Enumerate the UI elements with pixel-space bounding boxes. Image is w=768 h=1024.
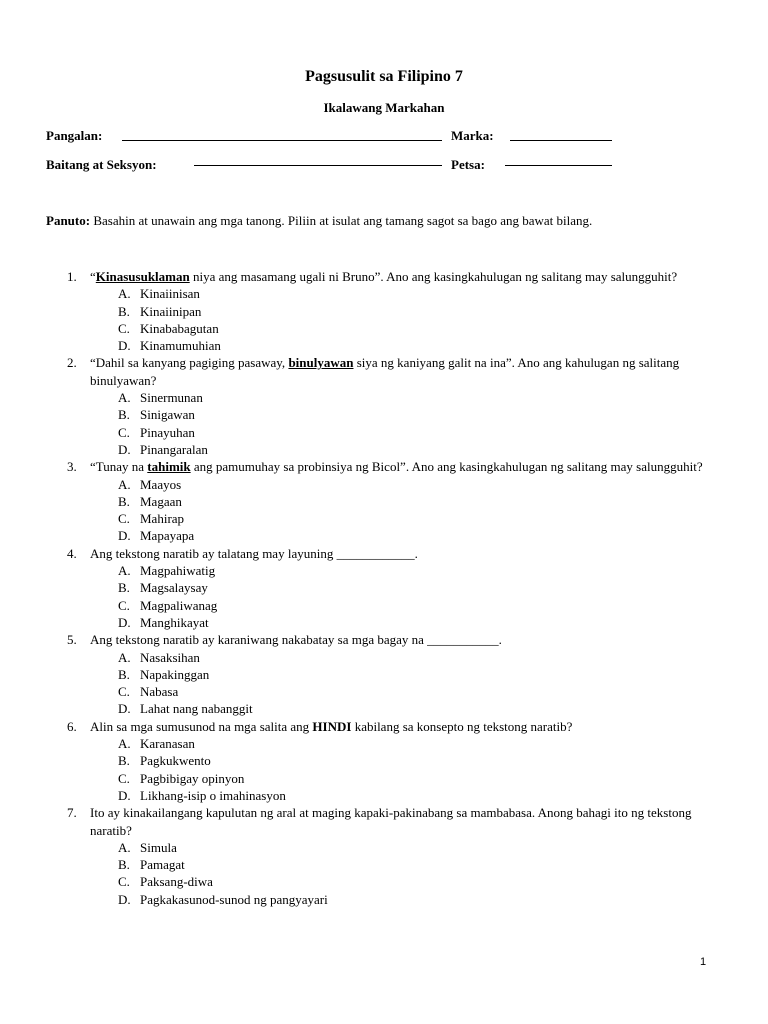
instructions-text: Basahin at unawain ang mga tanong. Piliin at isulat ang tamang sagot sa bago ang bawat bilang. <box>90 213 593 228</box>
score-label: Marka: <box>451 128 494 143</box>
choice-letter: A. <box>118 476 131 492</box>
choice-text: Kinababagutan <box>140 320 219 336</box>
choice-text: Kinaiinisan <box>140 286 200 302</box>
question-text-post: siya ng kaniyang galit na ina”. Ano ang kahulugan ng salitang binulyawan? <box>90 355 680 388</box>
question-text <box>90 718 726 735</box>
choice-text: Paksang-diwa <box>140 874 213 890</box>
choice-letter: B. <box>118 753 130 769</box>
question-text <box>90 804 726 839</box>
choice-text: Manghikayat <box>140 614 209 630</box>
choice-item <box>118 337 726 354</box>
choice-letter: C. <box>118 770 130 786</box>
choice-item <box>118 510 726 527</box>
grade-section-label: Baitang at Seksyon: <box>46 157 157 172</box>
choice-letter: A. <box>118 563 131 579</box>
choice-list <box>90 389 726 458</box>
choice-item <box>118 476 726 493</box>
choice-text: Pagkukwento <box>140 753 211 769</box>
choice-item <box>118 303 726 320</box>
question-text-pre: Ang tekstong naratib ay karaniwang nakabatay sa mga bagay na ___________. <box>90 632 502 648</box>
choice-list <box>90 285 726 354</box>
date-line <box>505 165 612 166</box>
choice-item <box>118 493 726 510</box>
choice-item <box>118 700 726 717</box>
choice-text: Mahirap <box>140 511 185 527</box>
choice-text: Mapayapa <box>140 528 195 544</box>
question-number: 3. <box>67 459 77 475</box>
choice-text: Nabasa <box>140 684 179 700</box>
instructions-label: Panuto: <box>46 213 91 228</box>
choice-letter: A. <box>118 839 131 855</box>
question-text <box>90 268 726 285</box>
choice-text: Simula <box>140 839 177 855</box>
bold-word: HINDI <box>312 718 352 734</box>
choice-item <box>118 389 726 406</box>
question-number: 5. <box>67 632 77 648</box>
choice-list <box>90 562 726 631</box>
choice-item <box>118 424 726 441</box>
question-number: 2. <box>67 355 77 371</box>
underlined-word: binulyawan <box>288 355 354 371</box>
question-number: 6. <box>67 718 77 734</box>
choice-item <box>118 562 726 579</box>
question-number: 7. <box>67 805 77 821</box>
question-item <box>46 804 726 908</box>
choice-letter: D. <box>118 338 131 354</box>
name-line <box>122 140 442 141</box>
choice-text: Magsalaysay <box>140 580 208 596</box>
name-label: Pangalan: <box>46 128 103 143</box>
question-text <box>90 458 726 475</box>
choice-item <box>118 856 726 873</box>
choice-letter: D. <box>118 441 131 457</box>
choice-letter: A. <box>118 390 131 406</box>
choice-letter: C. <box>118 874 130 890</box>
choice-letter: B. <box>118 857 130 873</box>
question-text-post: kabilang sa konsepto ng tekstong naratib? <box>351 718 573 734</box>
question-text-pre: “Dahil sa kanyang pagiging pasaway, <box>90 355 289 371</box>
choice-letter: A. <box>118 286 131 302</box>
choice-letter: D. <box>118 891 131 907</box>
underlined-word: Kinasusuklaman <box>95 269 190 284</box>
choice-text: Pinayuhan <box>140 424 195 440</box>
choice-text: Pamagat <box>140 857 185 873</box>
question-item <box>46 354 726 458</box>
choice-item <box>118 320 726 337</box>
choice-letter: C. <box>118 684 130 700</box>
question-item <box>46 268 726 354</box>
date-label: Petsa: <box>451 157 485 172</box>
exam-subtitle: Ikalawang Markahan <box>323 100 445 115</box>
choice-text: Magaan <box>140 493 182 509</box>
choice-text: Kinaiinipan <box>140 303 202 319</box>
choice-letter: C. <box>118 597 130 613</box>
choice-text: Magpahiwatig <box>140 563 216 579</box>
choice-item <box>118 752 726 769</box>
choice-letter: B. <box>118 580 130 596</box>
choice-letter: B. <box>118 493 130 509</box>
question-text-pre: Alin sa mga sumusunod na mga salita ang <box>90 718 313 734</box>
choice-text: Nasaksihan <box>140 649 200 665</box>
choice-item <box>118 770 726 787</box>
choice-text: Sinermunan <box>140 390 203 406</box>
choice-text: Pinangaralan <box>140 441 208 457</box>
choice-item <box>118 406 726 423</box>
choice-letter: A. <box>118 736 131 752</box>
choice-text: Magpaliwanag <box>140 597 218 613</box>
score-line <box>510 140 612 141</box>
choice-letter: A. <box>118 649 131 665</box>
choice-text: Karanasan <box>140 736 195 752</box>
question-number: 4. <box>67 545 77 561</box>
choice-letter: B. <box>118 407 130 423</box>
choice-item <box>118 614 726 631</box>
choice-letter: D. <box>118 614 131 630</box>
choice-letter: C. <box>118 424 130 440</box>
choice-item <box>118 666 726 683</box>
choice-text: Lahat nang nabanggit <box>140 701 253 717</box>
choice-text: Sinigawan <box>140 407 195 423</box>
question-item <box>46 631 726 717</box>
question-text <box>90 545 726 562</box>
choice-item <box>118 735 726 752</box>
page-number: 1 <box>700 956 707 968</box>
choice-item <box>118 787 726 804</box>
question-text <box>90 631 726 648</box>
choice-text: Pagbibigay opinyon <box>140 770 245 786</box>
choice-letter: D. <box>118 787 131 803</box>
choice-list <box>90 649 726 718</box>
choice-item <box>118 873 726 890</box>
choice-item <box>118 649 726 666</box>
choice-item <box>118 441 726 458</box>
question-text <box>90 354 726 389</box>
question-item <box>46 458 726 544</box>
underlined-word: tahimik <box>147 459 191 475</box>
choice-item <box>118 597 726 614</box>
choice-list <box>90 839 726 908</box>
choice-letter: B. <box>118 666 130 682</box>
question-item <box>46 718 726 804</box>
choice-text: Pagkakasunod-sunod ng pangyayari <box>140 891 328 907</box>
choice-item <box>118 579 726 596</box>
choice-item <box>118 839 726 856</box>
choice-text: Likhang-isip o imahinasyon <box>140 787 286 803</box>
choice-letter: D. <box>118 528 131 544</box>
choice-letter: B. <box>118 303 130 319</box>
choice-letter: C. <box>118 511 130 527</box>
choice-text: Napakinggan <box>140 666 210 682</box>
choice-item <box>118 683 726 700</box>
grade-section-line <box>194 165 442 166</box>
question-text-pre: “ <box>90 269 96 284</box>
exam-title: Pagsusulit sa Filipino 7 <box>305 68 463 85</box>
question-text-pre: Ang tekstong naratib ay talatang may layuning ____________. <box>90 545 418 561</box>
choice-item <box>118 527 726 544</box>
choice-item <box>118 285 726 302</box>
choice-text: Maayos <box>140 476 182 492</box>
question-item <box>46 545 726 631</box>
choice-letter: C. <box>118 320 130 336</box>
choice-item <box>118 891 726 908</box>
question-number: 1. <box>67 269 77 284</box>
choice-text: Kinamumuhian <box>140 338 221 354</box>
question-text-pre: Ito ay kinakailangang kapulutan ng aral at maging kapaki-pakinabang sa mambabasa. Anong bahagi ito ng tekstong naratib? <box>90 805 692 838</box>
choice-list <box>90 476 726 545</box>
question-list <box>46 268 726 908</box>
choice-letter: D. <box>118 701 131 717</box>
instructions <box>46 213 736 229</box>
choice-list <box>90 735 726 804</box>
question-text-pre: “Tunay na <box>90 459 148 475</box>
question-text-post: niya ang masamang ugali ni Bruno”. Ano ang kasingkahulugan ng salitang may salungguhit? <box>189 269 678 284</box>
question-text-post: ang pamumuhay sa probinsiya ng Bicol”. Ano ang kasingkahulugan ng salitang may salungguhit? <box>190 459 703 475</box>
